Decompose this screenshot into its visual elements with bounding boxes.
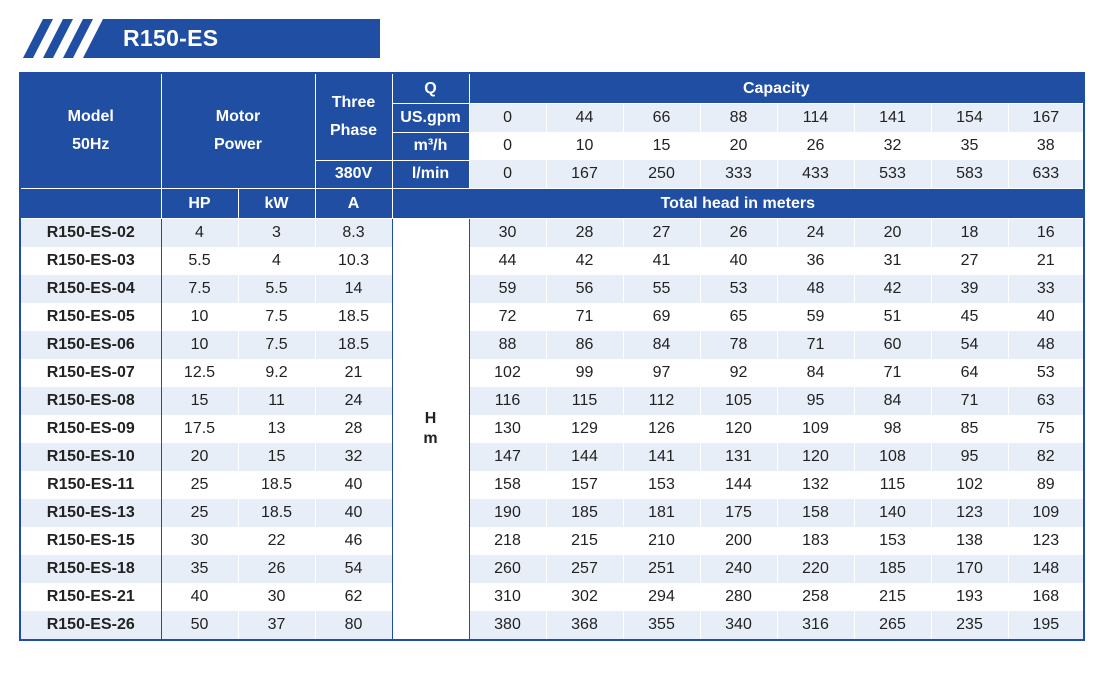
- table-row: [20, 499, 1084, 527]
- head-cell: 115: [854, 471, 931, 499]
- head-cell: 316: [777, 611, 854, 640]
- head-cell: 26: [700, 219, 777, 248]
- sub-header-row: [20, 189, 1084, 219]
- amp-cell: 21: [315, 359, 392, 387]
- col-kw: kW: [238, 189, 315, 219]
- header-motor-power: [161, 73, 315, 189]
- amp-cell: 14: [315, 275, 392, 303]
- capacity-cell: 20: [700, 132, 777, 160]
- kw-cell: 11: [238, 387, 315, 415]
- head-cell: 144: [700, 471, 777, 499]
- amp-cell: 32: [315, 443, 392, 471]
- capacity-cell: 333: [700, 160, 777, 189]
- unit-usgpm: US.gpm: [392, 104, 469, 133]
- table-row: [20, 387, 1084, 415]
- head-cell: 88: [469, 331, 546, 359]
- head-cell: 84: [623, 331, 700, 359]
- head-cell: 340: [700, 611, 777, 640]
- head-cell: 148: [1008, 555, 1084, 583]
- capacity-cell: 32: [854, 132, 931, 160]
- head-cell: 33: [1008, 275, 1084, 303]
- model-cell: R150-ES-09: [20, 415, 161, 443]
- head-cell: 138: [931, 527, 1008, 555]
- header-phase-line1: Three: [331, 93, 376, 111]
- head-cell: 123: [931, 499, 1008, 527]
- hp-cell: 5.5: [161, 247, 238, 275]
- capacity-cell: 633: [1008, 160, 1084, 189]
- head-cell: 55: [623, 275, 700, 303]
- capacity-cell: 26: [777, 132, 854, 160]
- kw-cell: 37: [238, 611, 315, 640]
- model-cell: R150-ES-21: [20, 583, 161, 611]
- head-cell: 95: [777, 387, 854, 415]
- kw-cell: 9.2: [238, 359, 315, 387]
- head-m-label: m: [423, 430, 438, 447]
- table-row: [20, 555, 1084, 583]
- head-cell: 82: [1008, 443, 1084, 471]
- head-cell: 215: [546, 527, 623, 555]
- capacity-cell: 141: [854, 104, 931, 133]
- table-row: [20, 443, 1084, 471]
- head-cell: 368: [546, 611, 623, 640]
- head-cell: 30: [469, 219, 546, 248]
- head-cell: 42: [546, 247, 623, 275]
- head-cell: 44: [469, 247, 546, 275]
- table-row: [20, 527, 1084, 555]
- amp-cell: 54: [315, 555, 392, 583]
- head-cell: 280: [700, 583, 777, 611]
- header-motor-line1: Motor: [215, 108, 261, 125]
- kw-cell: 4: [238, 247, 315, 275]
- capacity-cell: 167: [546, 160, 623, 189]
- hp-cell: 30: [161, 527, 238, 555]
- head-cell: 109: [1008, 499, 1084, 527]
- head-cell: 185: [854, 555, 931, 583]
- head-cell: 27: [623, 219, 700, 248]
- head-cell: 193: [931, 583, 1008, 611]
- model-cell: R150-ES-10: [20, 443, 161, 471]
- amp-cell: 62: [315, 583, 392, 611]
- table-row: [20, 583, 1084, 611]
- hp-cell: 12.5: [161, 359, 238, 387]
- head-cell: 45: [931, 303, 1008, 331]
- model-cell: R150-ES-03: [20, 247, 161, 275]
- head-cell: 102: [931, 471, 1008, 499]
- capacity-cell: 88: [700, 104, 777, 133]
- kw-cell: 18.5: [238, 499, 315, 527]
- amp-cell: 10.3: [315, 247, 392, 275]
- header-model-line2: 50Hz: [72, 136, 110, 153]
- capacity-cell: 433: [777, 160, 854, 189]
- head-cell: 168: [1008, 583, 1084, 611]
- capacity-cell: 533: [854, 160, 931, 189]
- head-cell: 40: [1008, 303, 1084, 331]
- head-cell: 380: [469, 611, 546, 640]
- table-row: [20, 331, 1084, 359]
- capacity-cell: 35: [931, 132, 1008, 160]
- capacity-cell: 10: [546, 132, 623, 160]
- model-cell: R150-ES-02: [20, 219, 161, 248]
- table-row: [20, 219, 1084, 248]
- head-cell: 181: [623, 499, 700, 527]
- head-cell: 355: [623, 611, 700, 640]
- table-row: [20, 471, 1084, 499]
- head-cell: 258: [777, 583, 854, 611]
- hp-cell: 15: [161, 387, 238, 415]
- head-cell: 75: [1008, 415, 1084, 443]
- head-cell: 85: [931, 415, 1008, 443]
- head-cell: 53: [1008, 359, 1084, 387]
- table-row: [20, 303, 1084, 331]
- kw-cell: 7.5: [238, 303, 315, 331]
- head-cell: 260: [469, 555, 546, 583]
- head-cell: 59: [777, 303, 854, 331]
- head-cell: 190: [469, 499, 546, 527]
- head-cell: 71: [777, 331, 854, 359]
- head-cell: 69: [623, 303, 700, 331]
- head-cell: 95: [931, 443, 1008, 471]
- head-cell: 54: [931, 331, 1008, 359]
- capacity-cell: 0: [469, 132, 546, 160]
- head-cell: 105: [700, 387, 777, 415]
- head-cell: 41: [623, 247, 700, 275]
- head-cell: 210: [623, 527, 700, 555]
- head-cell: 153: [854, 527, 931, 555]
- head-cell: 31: [854, 247, 931, 275]
- head-cell: 218: [469, 527, 546, 555]
- capacity-cell: 15: [623, 132, 700, 160]
- head-cell: 126: [623, 415, 700, 443]
- head-cell: 265: [854, 611, 931, 640]
- title-banner: [19, 19, 380, 58]
- head-cell: 120: [700, 415, 777, 443]
- head-cell: 92: [700, 359, 777, 387]
- unit-m3h: m³/h: [392, 132, 469, 160]
- model-cell: R150-ES-04: [20, 275, 161, 303]
- head-unit-label: [392, 219, 469, 641]
- header-model-line1: Model: [67, 108, 114, 125]
- head-cell: 195: [1008, 611, 1084, 640]
- header-motor-line2: Power: [214, 136, 263, 153]
- total-head-header: Total head in meters: [392, 189, 1084, 219]
- head-cell: 141: [623, 443, 700, 471]
- head-cell: 71: [854, 359, 931, 387]
- head-cell: 56: [546, 275, 623, 303]
- header-phase-line2: Phase: [329, 121, 378, 139]
- head-cell: 63: [1008, 387, 1084, 415]
- amp-cell: 8.3: [315, 219, 392, 248]
- head-cell: 71: [546, 303, 623, 331]
- hp-cell: 4: [161, 219, 238, 248]
- head-cell: 86: [546, 331, 623, 359]
- head-cell: 131: [700, 443, 777, 471]
- head-cell: 235: [931, 611, 1008, 640]
- model-cell: R150-ES-26: [20, 611, 161, 640]
- header-q: Q: [392, 73, 469, 104]
- col-hp: HP: [161, 189, 238, 219]
- head-cell: 59: [469, 275, 546, 303]
- head-cell: 112: [623, 387, 700, 415]
- amp-cell: 40: [315, 471, 392, 499]
- model-cell: R150-ES-15: [20, 527, 161, 555]
- kw-cell: 15: [238, 443, 315, 471]
- head-cell: 183: [777, 527, 854, 555]
- model-cell: R150-ES-11: [20, 471, 161, 499]
- col-a: A: [315, 189, 392, 219]
- header-model: [20, 73, 161, 189]
- amp-cell: 18.5: [315, 303, 392, 331]
- hp-cell: 40: [161, 583, 238, 611]
- capacity-cell: 0: [469, 104, 546, 133]
- capacity-cell: 0: [469, 160, 546, 189]
- head-cell: 72: [469, 303, 546, 331]
- capacity-cell: 114: [777, 104, 854, 133]
- capacity-cell: 66: [623, 104, 700, 133]
- head-cell: 115: [546, 387, 623, 415]
- head-cell: 175: [700, 499, 777, 527]
- table-row: [20, 415, 1084, 443]
- kw-cell: 18.5: [238, 471, 315, 499]
- head-cell: 147: [469, 443, 546, 471]
- capacity-cell: 583: [931, 160, 1008, 189]
- model-cell: R150-ES-06: [20, 331, 161, 359]
- stripes-decoration: [19, 19, 119, 58]
- capacity-cell: 44: [546, 104, 623, 133]
- head-cell: 120: [777, 443, 854, 471]
- capacity-cell: 38: [1008, 132, 1084, 160]
- model-cell: R150-ES-05: [20, 303, 161, 331]
- kw-cell: 26: [238, 555, 315, 583]
- head-cell: 71: [931, 387, 1008, 415]
- head-cell: 16: [1008, 219, 1084, 248]
- head-cell: 42: [854, 275, 931, 303]
- head-cell: 185: [546, 499, 623, 527]
- head-cell: 140: [854, 499, 931, 527]
- head-cell: 78: [700, 331, 777, 359]
- head-cell: 251: [623, 555, 700, 583]
- table-row: [20, 275, 1084, 303]
- head-cell: 21: [1008, 247, 1084, 275]
- sub-header-blank: [20, 189, 161, 219]
- model-cell: R150-ES-07: [20, 359, 161, 387]
- table-row: [20, 247, 1084, 275]
- head-cell: 84: [854, 387, 931, 415]
- head-cell: 89: [1008, 471, 1084, 499]
- table-body: [20, 219, 1084, 641]
- head-cell: 240: [700, 555, 777, 583]
- head-cell: 64: [931, 359, 1008, 387]
- head-cell: 60: [854, 331, 931, 359]
- kw-cell: 22: [238, 527, 315, 555]
- hp-cell: 25: [161, 499, 238, 527]
- amp-cell: 46: [315, 527, 392, 555]
- head-cell: 98: [854, 415, 931, 443]
- hp-cell: 7.5: [161, 275, 238, 303]
- head-cell: 130: [469, 415, 546, 443]
- head-cell: 132: [777, 471, 854, 499]
- head-cell: 157: [546, 471, 623, 499]
- unit-lmin: l/min: [392, 160, 469, 189]
- head-cell: 97: [623, 359, 700, 387]
- head-cell: 48: [1008, 331, 1084, 359]
- capacity-cell: 250: [623, 160, 700, 189]
- head-cell: 215: [854, 583, 931, 611]
- model-cell: R150-ES-13: [20, 499, 161, 527]
- head-cell: 18: [931, 219, 1008, 248]
- head-cell: 153: [623, 471, 700, 499]
- head-cell: 116: [469, 387, 546, 415]
- hp-cell: 35: [161, 555, 238, 583]
- header-voltage: 380V: [315, 160, 392, 189]
- hp-cell: 20: [161, 443, 238, 471]
- capacity-cell: 154: [931, 104, 1008, 133]
- header-three-phase: [315, 73, 392, 160]
- table-row: [20, 611, 1084, 640]
- amp-cell: 24: [315, 387, 392, 415]
- head-cell: 99: [546, 359, 623, 387]
- hp-cell: 10: [161, 331, 238, 359]
- head-cell: 220: [777, 555, 854, 583]
- head-cell: 39: [931, 275, 1008, 303]
- head-cell: 294: [623, 583, 700, 611]
- kw-cell: 30: [238, 583, 315, 611]
- head-cell: 108: [854, 443, 931, 471]
- head-cell: 36: [777, 247, 854, 275]
- amp-cell: 80: [315, 611, 392, 640]
- model-cell: R150-ES-08: [20, 387, 161, 415]
- model-cell: R150-ES-18: [20, 555, 161, 583]
- amp-cell: 40: [315, 499, 392, 527]
- kw-cell: 3: [238, 219, 315, 248]
- head-cell: 28: [546, 219, 623, 248]
- hp-cell: 25: [161, 471, 238, 499]
- head-cell: 20: [854, 219, 931, 248]
- head-cell: 144: [546, 443, 623, 471]
- hp-cell: 50: [161, 611, 238, 640]
- head-cell: 84: [777, 359, 854, 387]
- head-cell: 200: [700, 527, 777, 555]
- head-cell: 24: [777, 219, 854, 248]
- spec-table: [19, 72, 1085, 641]
- head-cell: 257: [546, 555, 623, 583]
- kw-cell: 13: [238, 415, 315, 443]
- head-cell: 27: [931, 247, 1008, 275]
- capacity-cell: 167: [1008, 104, 1084, 133]
- hp-cell: 10: [161, 303, 238, 331]
- page-title: R150-ES: [123, 25, 219, 51]
- head-cell: 170: [931, 555, 1008, 583]
- head-cell: 40: [700, 247, 777, 275]
- head-h-label: H: [424, 410, 437, 427]
- head-cell: 51: [854, 303, 931, 331]
- head-cell: 102: [469, 359, 546, 387]
- head-cell: 65: [700, 303, 777, 331]
- head-cell: 109: [777, 415, 854, 443]
- head-cell: 129: [546, 415, 623, 443]
- kw-cell: 5.5: [238, 275, 315, 303]
- head-cell: 53: [700, 275, 777, 303]
- hp-cell: 17.5: [161, 415, 238, 443]
- table-row: [20, 359, 1084, 387]
- head-cell: 158: [469, 471, 546, 499]
- head-cell: 302: [546, 583, 623, 611]
- amp-cell: 28: [315, 415, 392, 443]
- kw-cell: 7.5: [238, 331, 315, 359]
- head-cell: 48: [777, 275, 854, 303]
- amp-cell: 18.5: [315, 331, 392, 359]
- head-cell: 310: [469, 583, 546, 611]
- head-cell: 158: [777, 499, 854, 527]
- header-capacity: Capacity: [469, 73, 1084, 104]
- head-cell: 123: [1008, 527, 1084, 555]
